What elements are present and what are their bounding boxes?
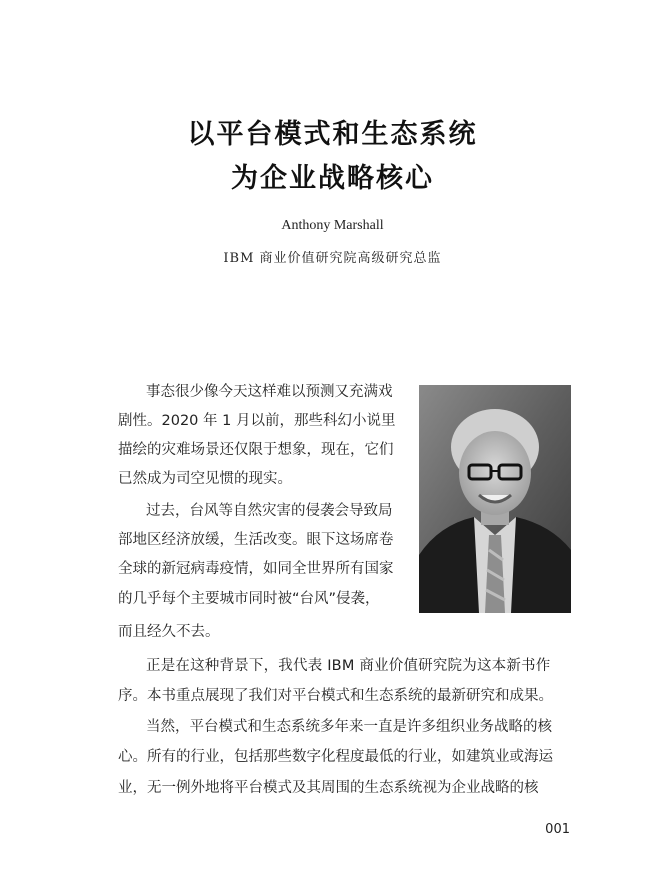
author-name: Anthony Marshall	[281, 218, 384, 233]
author-photo	[419, 385, 571, 613]
portrait-photo-icon	[419, 385, 571, 613]
body-line: 当然，平台模式和生态系统多年来一直是许多组织业务战略的核	[146, 719, 552, 735]
body-line: 已然成为司空见惯的现实。	[118, 471, 292, 487]
body-line: 心。所有的行业，包括那些数字化程度最低的行业，如建筑业或海运	[118, 749, 553, 765]
body-line: 的几乎每个主要城市同时被“台风”侵袭，	[118, 591, 380, 607]
title-line-1: 以平台模式和生态系统	[187, 119, 478, 150]
body-line: 全球的新冠病毒疫情，如同全世界所有国家	[118, 561, 394, 577]
author-role: IBM 商业价值研究院高级研究总监	[223, 251, 442, 266]
body-line: 而且经久不去。	[118, 624, 220, 640]
body-line: 过去，台风等自然灾害的侵袭会导致局	[146, 503, 393, 519]
body-line: 剧性。2020 年 1 月以前，那些科幻小说里	[118, 413, 396, 429]
body-line: 业，无一例外地将平台模式及其周围的生态系统视为企业战略的核	[118, 780, 539, 796]
body-line: 事态很少像今天这样难以预测又充满戏	[146, 384, 393, 400]
page-number: 001	[545, 822, 570, 837]
body-line: 序。本书重点展现了我们对平台模式和生态系统的最新研究和成果。	[118, 688, 553, 704]
body-line: 部地区经济放缓，生活改变。眼下这场席卷	[118, 532, 394, 548]
title-line-2: 为企业战略核心	[231, 163, 434, 194]
body-line: 描绘的灾难场景还仅限于想象，现在，它们	[118, 442, 394, 458]
body-line: 正是在这种背景下，我代表 IBM 商业价值研究院为这本新书作	[146, 658, 551, 674]
